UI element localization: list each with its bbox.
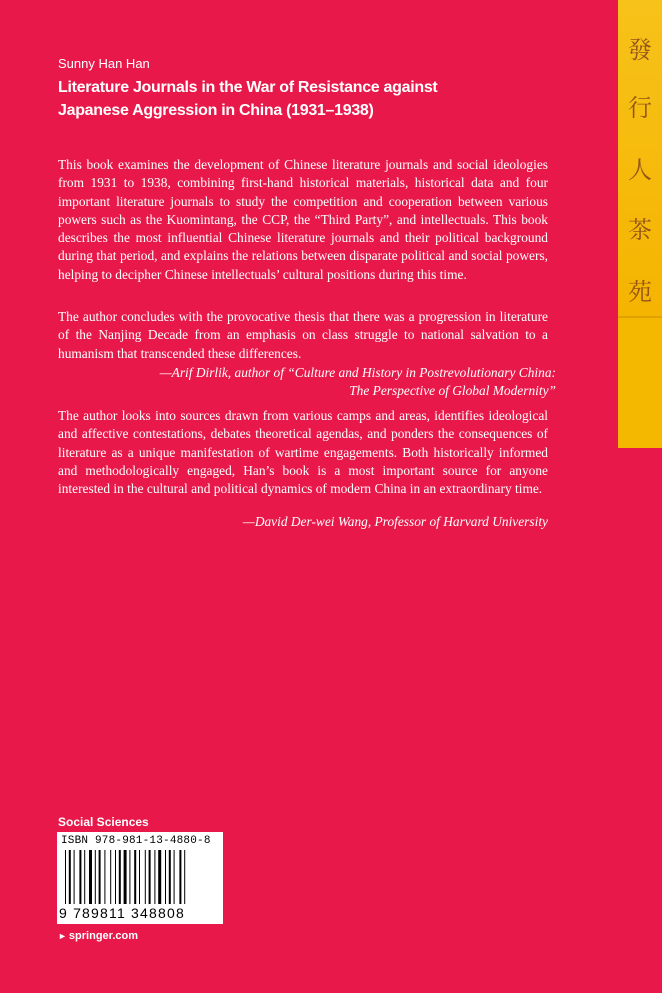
spine-divider [618,316,662,318]
barcode-bar [158,850,161,904]
blurb-paragraph-3: The author looks into sources drawn from various camps and areas, identifies ideological and affective contestations, debates theoretical agendas, and ponders the consequences of literature as a unique manifestation of wartime engagements. Both historically informed and methodologically engaged, Han’s book is a most important source for anyone interested in the cultural and political dynamics of modern China in an extraordinary time. [58,408,548,497]
blurb-paragraph-1: This book examines the development of Chinese literature journals and social ideologies from 1931 to 1938, combining first-hand historical materials, historical data and four important literature journals to study the competition and cooperation between various powers such as the Kuomintang, the CCP, the “Third Party”, and intellectuals. This book describes the most influential Chinese literature journals and their political background during that period, and explains the relations between disparate political and social powers, helping to decipher Chinese intellectuals’ cultural positions during this time. [58,157,548,282]
barcode-bar [115,850,116,904]
title-line-2: Japanese Aggression in China (1931–1938) [58,102,374,119]
barcode-bar [104,850,105,904]
barcode-bar [99,850,101,904]
publisher-url: springer.com [68,930,138,942]
barcode-bar [74,850,75,904]
barcode-bar [124,850,127,904]
barcode-bar [145,850,146,904]
isbn-label: ISBN 978-981-13-4880-8 [61,835,211,847]
attribution-line-2: The Perspective of Global Modernity” [349,383,556,398]
barcode-bar [65,850,66,904]
book-title [58,76,558,122]
quote-attribution-dirlik [58,364,556,400]
isbn-barcode [57,832,223,924]
barcode-bar [110,850,111,904]
calligraphy-glyph: 行 [628,94,652,122]
title-line-1: Literature Journals in the War of Resistance against [58,79,438,96]
author-name: Sunny Han Han [58,56,150,71]
calligraphy-glyph: 發 [628,36,652,64]
barcode-bar [165,850,166,904]
barcode-bar [184,850,185,904]
barcode-bar [149,850,151,904]
calligraphy-glyph: 人 [628,156,652,184]
barcode-bar [119,850,121,904]
barcode-bar [84,850,85,904]
barcode-bar [69,850,71,904]
barcode-bar [154,850,155,904]
barcode-bar [174,850,175,904]
publisher-link[interactable] [58,930,138,942]
barcode-bar [129,850,130,904]
calligraphy-glyph: 苑 [628,278,652,306]
quote-attribution-wang: —David Der-wei Wang, Professor of Harvard University [242,514,548,529]
barcode-bar [134,850,136,904]
barcode-bar [89,850,92,904]
arrow-icon: ► [58,931,67,941]
blurb-paragraph-2: The author concludes with the provocative thesis that there was a progression in literature of the Nanjing Decade from an emphasis on class struggle to national salvation to a humanism that transcended these differences. [58,309,548,361]
spine-strip [618,0,662,448]
barcode-bar [95,850,96,904]
attribution-line-1: —Arif Dirlik, author of “Culture and History in Postrevolutionary China: [159,365,556,380]
calligraphy-panel [618,0,662,316]
subject-category: Social Sciences [58,815,149,829]
barcode-digits: 9 789811 348808 [59,905,185,921]
barcode-bar [179,850,181,904]
calligraphy-glyph: 茶 [628,216,652,244]
barcode-bar [169,850,171,904]
barcode-bars [61,850,219,906]
barcode-bar [79,850,81,904]
barcode-bar [139,850,140,904]
